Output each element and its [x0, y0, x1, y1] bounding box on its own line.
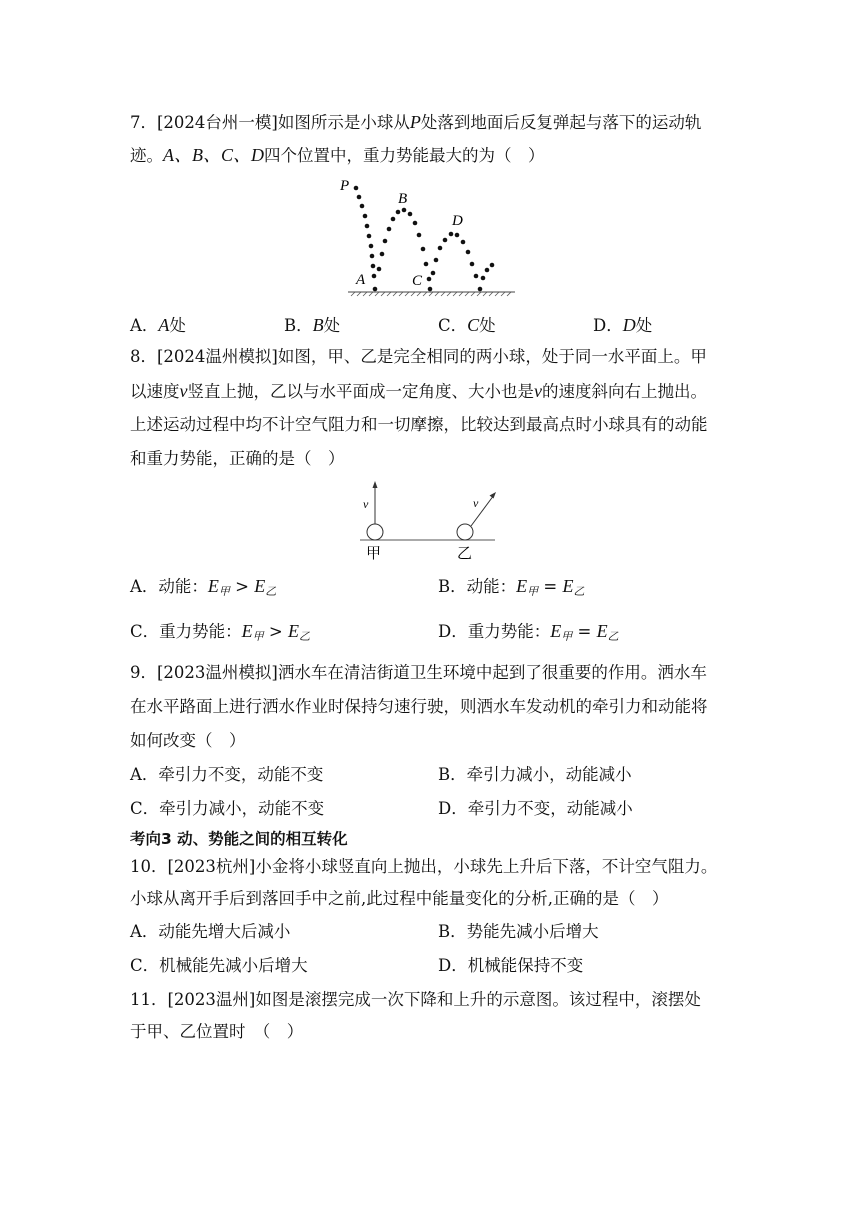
ground-hatching: [348, 292, 515, 296]
q9-stem-line3: 如何改变（ ）: [130, 731, 246, 750]
q9-option-d[interactable]: D．牵引力不变，动能减小: [438, 799, 633, 818]
q10-option-b[interactable]: B．势能先减小后增大: [438, 922, 599, 941]
q7-option-c[interactable]: C．C处: [438, 315, 496, 335]
q10-option-c[interactable]: C．机械能先减小后增大: [130, 956, 308, 975]
trajectory-dots: [354, 186, 495, 292]
label-c: C: [412, 273, 423, 289]
section-heading: 考向3 动、势能之间的相互转化: [130, 830, 348, 848]
label-b: B: [398, 191, 408, 207]
label-v-yi: v: [473, 496, 479, 510]
q10-stem-line2: 小球从离开手后到落回手中之前,此过程中能量变化的分析,正确的是（ ）: [130, 889, 669, 908]
q8-stem-line1: 8．[2024温州模拟]如图，甲、乙是完全相同的两小球，处于同一水平面上。甲: [130, 347, 707, 366]
q8-option-c[interactable]: C．重力势能：$E_甲 > E_乙$: [130, 621, 310, 643]
q8-option-d[interactable]: D．重力势能：$E_甲 = E_乙$: [438, 621, 619, 643]
q10-option-d[interactable]: D．机械能保持不变: [438, 956, 584, 975]
q10-stem-line1: 10．[2023杭州]小金将小球竖直向上抛出，小球先上升后下落，不计空气阻力。: [130, 857, 718, 876]
ball-jia: [367, 524, 383, 540]
label-jia: 甲: [366, 544, 382, 562]
q7-stem-line1: 7．[2024台州一模]如图所示是小球从P处落到地面后反复弹起与落下的运动轨: [130, 112, 702, 132]
label-a: A: [356, 272, 366, 288]
q9-stem-line1: 9．[2023温州模拟]洒水车在清洁街道卫生环境中起到了很重要的作用。洒水车: [130, 663, 707, 682]
q8-projectile-figure: [355, 478, 505, 568]
q7-option-d[interactable]: D．D处: [593, 315, 653, 335]
q9-option-c[interactable]: C．牵引力减小，动能不变: [130, 799, 325, 818]
q8-stem-line3: 上述运动过程中均不计空气阻力和一切摩擦，比较达到最高点时小球具有的动能: [130, 415, 708, 434]
label-v-jia: v: [363, 497, 369, 511]
q7-option-a[interactable]: A．A处: [130, 315, 186, 335]
q9-option-b[interactable]: B．牵引力减小，动能减小: [438, 765, 632, 784]
q7-option-b[interactable]: B．B处: [284, 315, 341, 335]
label-d: D: [452, 213, 463, 229]
q8-stem-line4: 和重力势能，正确的是（ ）: [130, 449, 345, 468]
label-yi: 乙: [457, 544, 473, 562]
q8-stem-line2: 以速度v竖直上抛，乙以与水平面成一定角度、大小也是v的速度斜向右上抛出。: [130, 381, 707, 401]
q8-option-b[interactable]: B．动能：$E_甲 = E_乙$: [438, 576, 585, 598]
q7-bounce-trajectory-figure: [335, 172, 525, 300]
q9-option-a[interactable]: A．牵引力不变，动能不变: [130, 765, 324, 784]
q8-option-a[interactable]: A．动能：$E_甲 > E_乙$: [130, 576, 277, 598]
q7-stem-line2: 迹。A、B、C、D四个位置中，重力势能最大的为（ ）: [130, 145, 545, 165]
ball-yi: [457, 524, 473, 540]
label-p: P: [340, 178, 350, 194]
q10-option-a[interactable]: A．动能先增大后减小: [130, 922, 291, 941]
q9-stem-line2: 在水平路面上进行洒水作业时保持匀速行驶，则洒水车发动机的牵引力和动能将: [130, 697, 708, 716]
q11-stem-line2: 于甲、乙位置时 （ ）: [130, 1022, 304, 1041]
q11-stem-line1: 11．[2023温州]如图是滚摆完成一次下降和上升的示意图。该过程中，滚摆处: [130, 990, 701, 1009]
